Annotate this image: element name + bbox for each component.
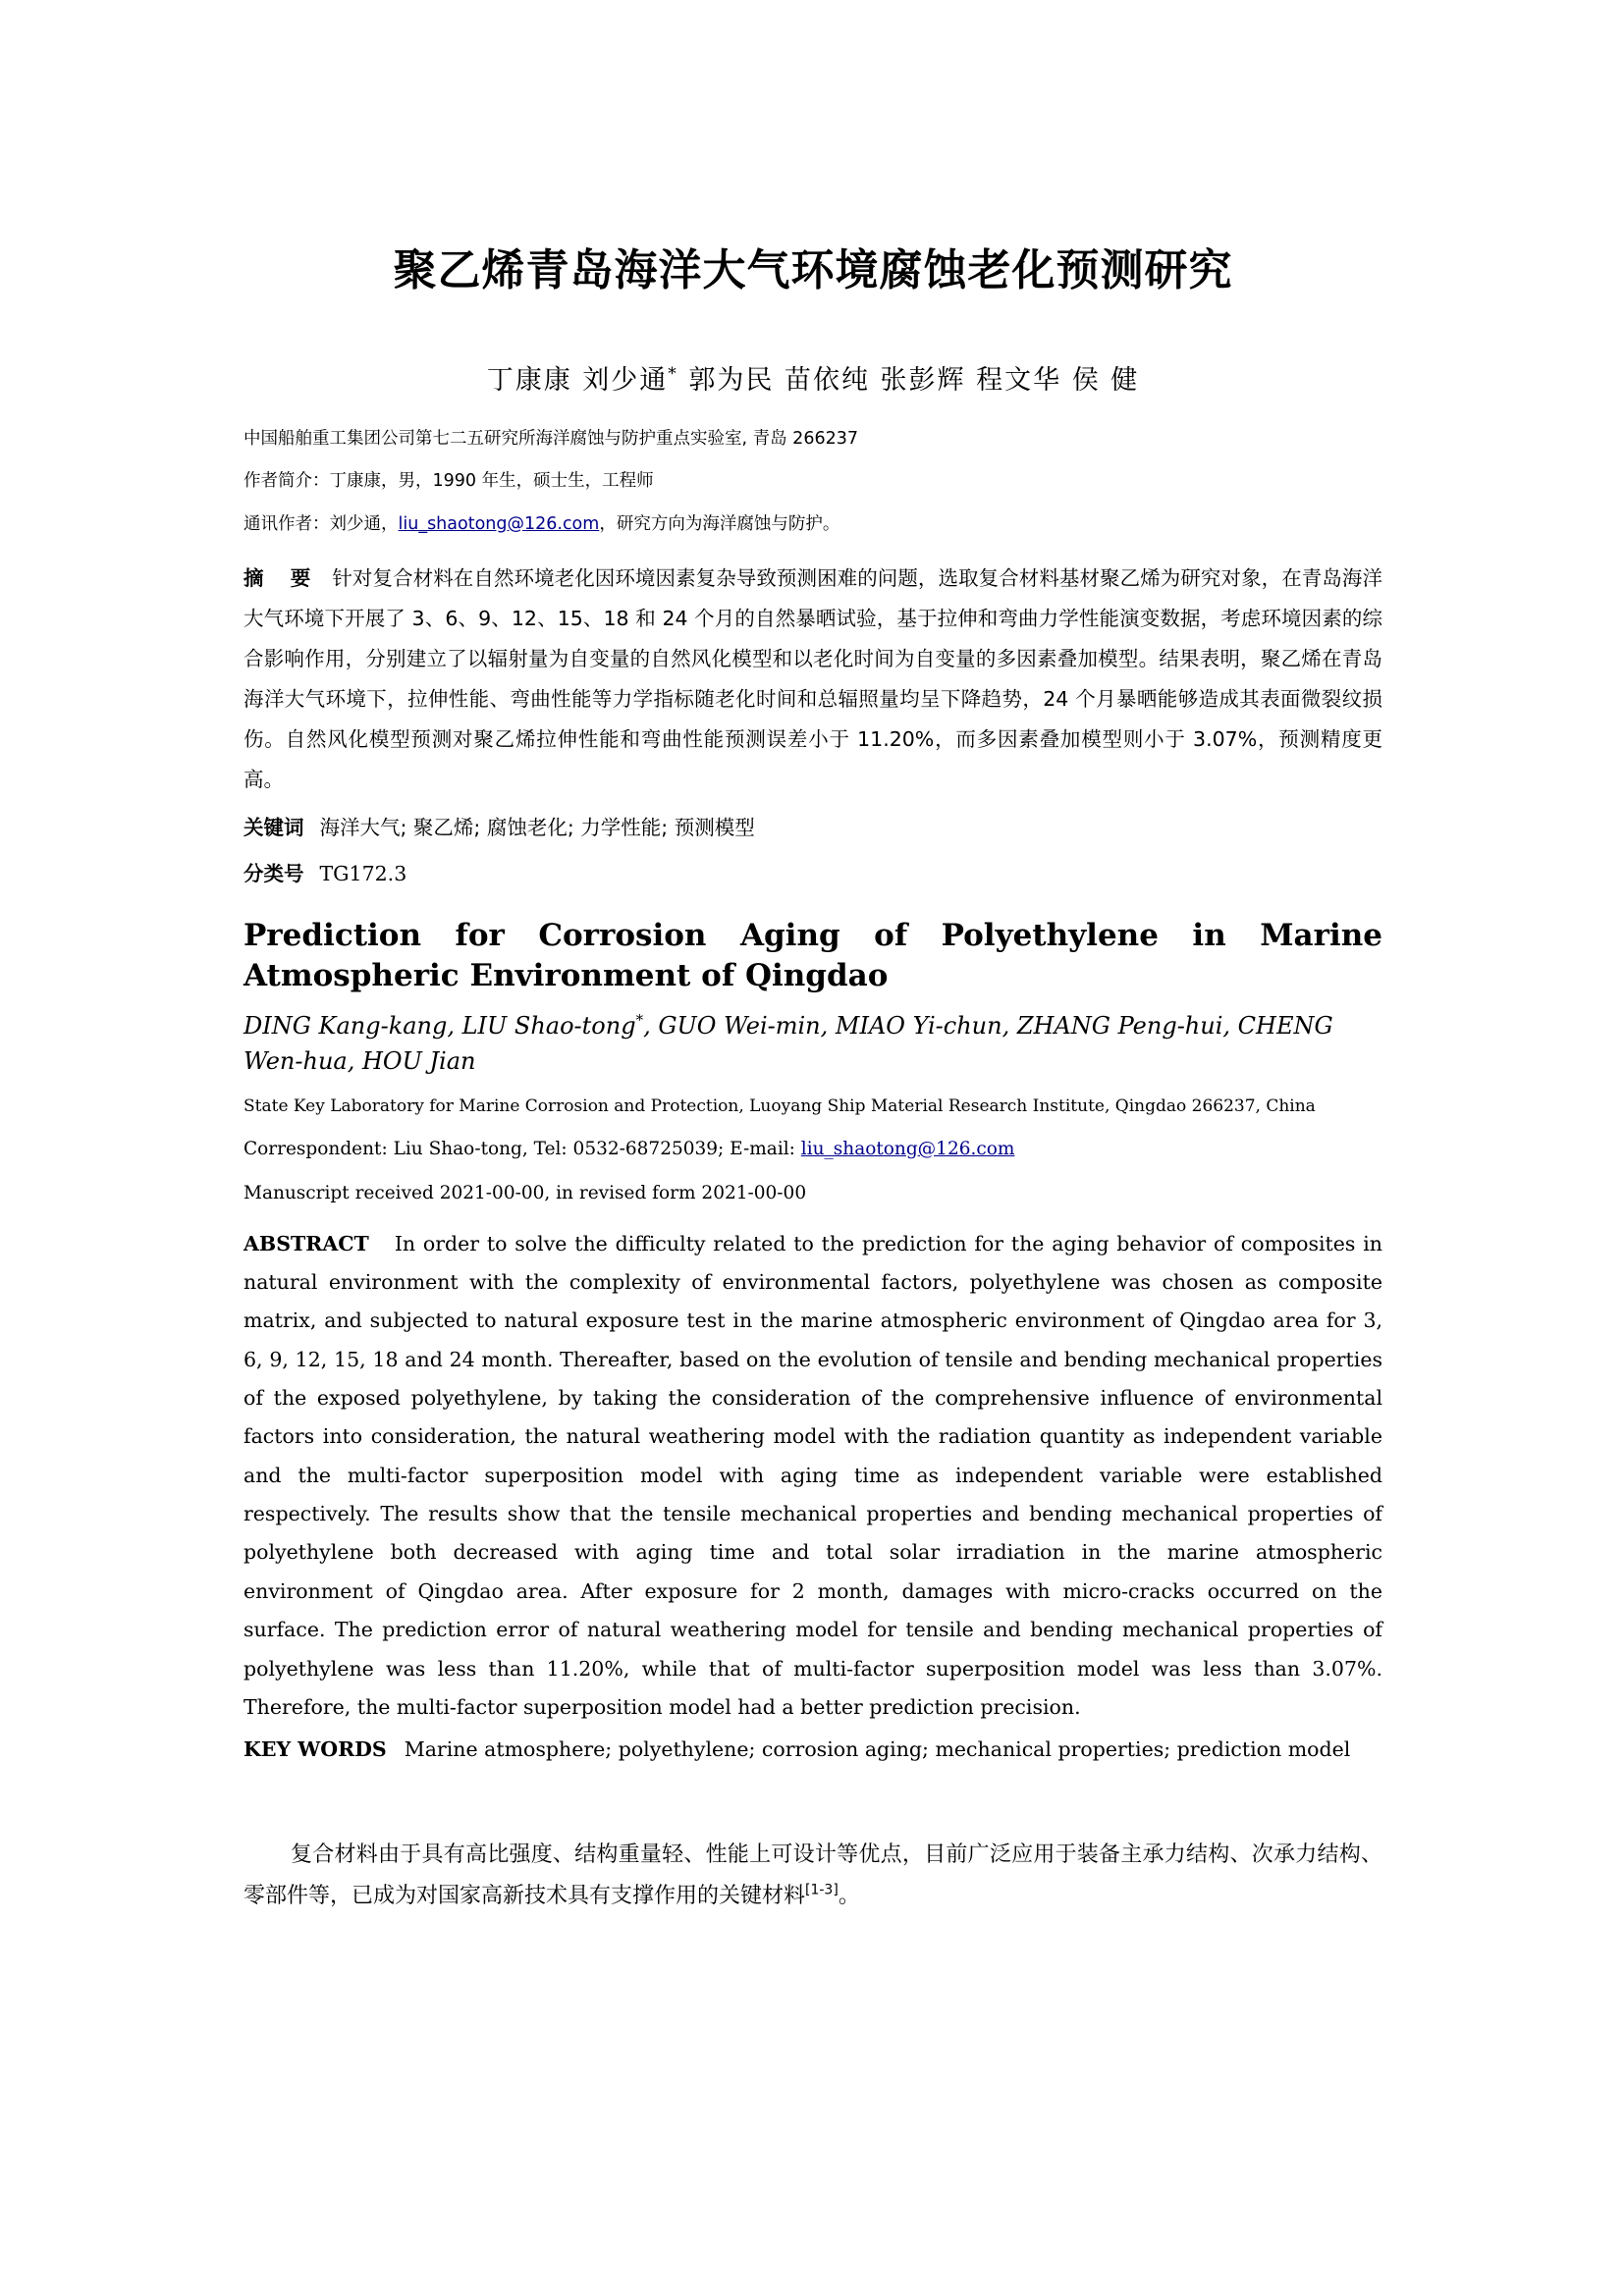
body-paragraph-end: 。: [838, 1884, 860, 1909]
english-correspondent-email-link[interactable]: liu_shaotong@126.com: [800, 1139, 1015, 1160]
english-author-list: [244, 1008, 1382, 1079]
chinese-keywords-text: 海洋大气; 聚乙烯; 腐蚀老化; 力学性能; 预测模型: [319, 815, 755, 839]
citation-reference[interactable]: [1-3]: [805, 1883, 839, 1899]
chinese-abstract-label: 摘 要: [244, 565, 321, 590]
chinese-corr-email-link[interactable]: liu_shaotong@126.com: [398, 513, 600, 534]
chinese-keywords-label: 关键词: [244, 815, 304, 839]
english-authors-part-2: , GUO Wei-min, MIAO Yi-chun, ZHANG Peng-hui, CHENG Wen-hua, HOU Jian: [244, 1011, 1333, 1075]
corresponding-author-marker: *: [668, 364, 678, 384]
english-abstract-label: ABSTRACT: [244, 1231, 369, 1255]
chinese-keywords: [244, 808, 1382, 848]
chinese-classification: [244, 854, 1382, 894]
body-paragraph-text: 复合材料由于具有高比强度、结构重量轻、性能上可设计等优点，目前广泛应用于装备主承力结构、次承力结构、零部件等，已成为对国家高新技术具有支撑作用的关键材料: [244, 1842, 1382, 1909]
chinese-authors-rest: 郭为民 苗依纯 张彭辉 程文华 侯 健: [677, 365, 1140, 396]
english-correspondent: [244, 1136, 1382, 1163]
chinese-corr-suffix: ，研究方向为海洋腐蚀与防护。: [599, 513, 840, 534]
english-keywords: [244, 1731, 1382, 1769]
english-abstract-text: In order to solve the difficulty related to the prediction for the aging behavior of composites in natural environment with the complexity of environmental factors, polyethylene was chosen as composite matrix, and subjected to natural exposure test in the marine atmospheric environment of Qingdao area for 3, 6, 9, 12, 15, 18 and 24 month. Thereafter, based on the evolution of tensile and bending mechanical properties of the exposed polyethylene, by taking the consideration of the comprehensive influence of environmental factors into consideration, the natural weathering model with the radiation quantity as independent variable and the multi-factor superposition model with aging time as independent variable were established respectively. The results show that the tensile mechanical properties and bending mechanical properties of polyethylene both decreased with aging time and total solar irradiation in the marine atmospheric environment of Qingdao area. After exposure for 2 month, damages with micro-cracks occurred on the surface. The prediction error of natural weathering model for tensile and bending mechanical properties of polyethylene was less than 11.20%, while that of multi-factor superposition model was less than 3.07%. Therefore, the multi-factor superposition model had a better prediction precision.: [244, 1231, 1382, 1719]
chinese-author-bio: 作者简介：丁康康，男，1990 年生，硕士生，工程师: [244, 471, 654, 492]
page-content: [244, 0, 1382, 1918]
chinese-affiliation: 中国船舶重工集团公司第七二五研究所海洋腐蚀与防护重点实验室, 青岛 266237: [244, 429, 858, 449]
body-paragraph: [244, 1835, 1382, 1919]
chinese-corresponding-author: [244, 511, 1382, 537]
chinese-corr-prefix: 通讯作者：刘少通，: [244, 513, 399, 534]
english-abstract: [244, 1225, 1382, 1728]
english-authors-part-1: DING Kang-kang, LIU Shao-tong: [244, 1011, 636, 1040]
chinese-title: 聚乙烯青岛海洋大气环境腐蚀老化预测研究: [393, 245, 1233, 295]
english-affiliation: State Key Laboratory for Marine Corrosion and Protection, Luoyang Ship Material Research Institute, Qingdao 266237, China: [244, 1095, 1316, 1116]
chinese-classification-label: 分类号: [244, 861, 304, 885]
english-keywords-label: KEY WORDS: [244, 1737, 387, 1762]
english-keywords-text: Marine atmosphere; polyethylene; corrosion aging; mechanical properties; prediction model: [404, 1737, 1351, 1762]
english-title-line-1: Prediction for Corrosion Aging of Polyethylene in Marine: [244, 917, 1382, 953]
english-correspondent-text: Correspondent: Liu Shao-tong, Tel: 0532-68725039; E-mail:: [244, 1139, 801, 1160]
english-corresponding-marker: *: [635, 1010, 644, 1029]
chinese-abstract-text: 针对复合材料在自然环境老化因环境因素复杂导致预测困难的问题，选取复合材料基材聚乙烯为研究对象，在青岛海洋大气环境下开展了 3、6、9、12、15、18 和 24 个月的自然暴晒试验，基于拉伸和弯曲力学性能演变数据，考虑环境因素的综合影响作用，分别建立了以辐射量为自变量的自然风化模型和以老化时间为自变量的多因素叠加模型。结果表明，聚乙烯在青岛海洋大气环境下，拉伸性能、弯曲性能等力学指标随老化时间和总辐照量均呈下降趋势，24 个月暴晒能够造成其表面微裂纹损伤。自然风化模型预测对聚乙烯拉伸性能和弯曲性能预测误差小于 11.20%，而多因素叠加模型则小于 3.07%，预测精度更高。: [244, 565, 1383, 791]
chinese-classification-number: TG172.3: [319, 861, 407, 885]
english-title: [244, 916, 1382, 996]
chinese-author-list: [244, 358, 1382, 397]
manuscript-dates: Manuscript received 2021-00-00, in revised form 2021-00-00: [244, 1182, 807, 1203]
english-title-line-2: Atmospheric Environment of Qingdao: [244, 957, 889, 993]
chinese-authors-first: 丁康康 刘少通: [486, 365, 669, 396]
chinese-abstract: [244, 559, 1382, 800]
